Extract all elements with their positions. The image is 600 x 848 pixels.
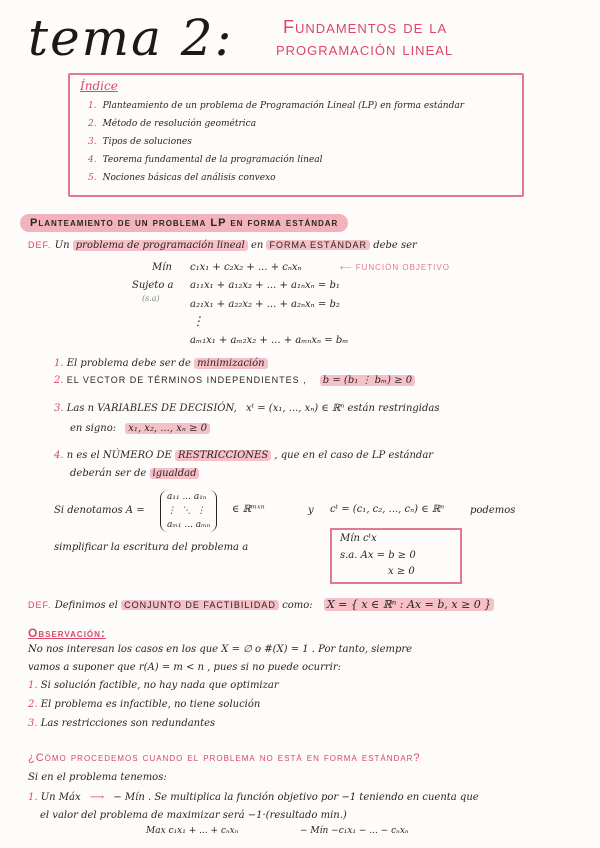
observation-line2: vamos a suponer que r(A) = m < n , pues si no puede ocurrir: [28, 662, 341, 673]
compact-form-box: Mín cᵗx s.a. Ax = b ≥ 0 x ≥ 0 [330, 528, 462, 584]
nonstandard-line2: el valor del problema de maximizar será −1·(resultado min.) [40, 810, 347, 821]
tema-title: tema 2: [28, 9, 234, 67]
nonstandard-intro: Si en el problema tenemos: [28, 772, 167, 783]
observation-item: 3. Las restricciones son redundantes [28, 718, 216, 729]
subject-label: Sujeto a [132, 280, 174, 291]
subject-abbr: (s.a) [142, 294, 160, 303]
condition-3: 3. Las n VARIABLES DE DECISIÓN, xᵗ = (x₁, ..., xₙ) ∈ ℝⁿ están restringidas [54, 403, 440, 414]
min-expression: − Mín −c₁x₁ − ... − cₙxₙ [300, 826, 409, 836]
matrix-a: a₁₁ ... a₁ₙ ⋮ ⋱ ⋮ aₘ₁ ... aₘₙ [160, 490, 217, 532]
nonstandard-title: ¿Cómo procedemos cuando el problema no está en forma estándar? [28, 752, 421, 764]
observation-item: 2. El problema es infactible, no tiene solución [28, 699, 261, 710]
index-list [88, 101, 464, 191]
index-title: Índice [80, 79, 118, 93]
condition-4-line2: deberán ser de igualdad [70, 468, 199, 479]
page-title-line2: programación lineal [276, 39, 454, 59]
index-item[interactable]: 4. Teorema fundamental de la programación lineal [88, 155, 323, 165]
definition-line: DEF. Un problema de programación lineal en FORMA ESTÁNDAR debe ser [28, 240, 417, 251]
observation-item: 1. Si solución factible, no hay nada que optimizar [28, 680, 279, 691]
constraint-m: aₘ₁x₁ + aₘ₂x₂ + ... + aₘₙxₙ = bₘ [190, 335, 349, 346]
arrow-right-icon: ⟶ [89, 792, 105, 803]
arrow-left-icon: ⟵ [340, 263, 356, 272]
feasibility-definition: DEF. Definimos el CONJUNTO DE FACTIBILIDAD como: X = { x ∈ ℝⁿ : Ax = b, x ≥ 0 } [28, 598, 494, 611]
page-title-line1: Fundamentos de la [283, 17, 448, 37]
observation-title: Observación: [28, 626, 106, 640]
index-box [68, 73, 524, 197]
index-item[interactable]: 3. Tipos de soluciones [88, 137, 192, 147]
constraint-dots: ⋮ [192, 314, 204, 328]
objective-note: ⟵ FUNCIÓN OBJETIVO [340, 263, 450, 272]
condition-2: 2. EL VECTOR DE TÉRMINOS INDEPENDIENTES , b = (b₁ ⋮ bₘ) ≥ 0 [54, 375, 415, 386]
constraint-1: a₁₁x₁ + a₁₂x₂ + ... + a₁ₙxₙ = b₁ [190, 280, 340, 291]
nonstandard-item: 1. Un Máx ⟶ − Mín . Se multiplica la función objetivo por −1 teniendo en cuenta que [28, 792, 479, 803]
c-vector: cᵗ = (c₁, c₂, ..., cₙ) ∈ ℝⁿ [330, 504, 445, 515]
condition-3-line2: en signo: x₁, x₂, ..., xₙ ≥ 0 [70, 423, 210, 434]
index-item[interactable]: 2. Método de resolución geométrica [88, 119, 257, 129]
observation-line1: No nos interesan los casos en los que X = ∅ o #(X) = 1 . Por tanto, siempre [28, 644, 413, 655]
constraint-2: a₂₁x₁ + a₂₂x₂ + ... + a₂ₙxₙ = b₂ [190, 299, 340, 310]
simplify-line: simplificar la escritura del problema a [54, 542, 249, 553]
and-word: y [308, 505, 314, 516]
matrix-space: ∈ ℝᵐˣⁿ [232, 504, 265, 515]
condition-4: 4. n es el NÚMERO DE RESTRICCIONES , que en el caso de LP estándar [54, 450, 434, 461]
podemos-word: podemos [470, 505, 516, 516]
max-expression: Max c₁x₁ + ... + cₙxₙ [146, 826, 239, 836]
section-heading: Planteamiento de un problema LP en forma estándar [20, 214, 348, 232]
index-item[interactable]: 5. Nociones básicas del análisis convexo [88, 173, 276, 183]
condition-1: 1. El problema debe ser de minimización [54, 358, 268, 369]
matrix-intro: Si denotamos A = [54, 505, 145, 516]
index-item[interactable]: 1. Planteamiento de un problema de Programación Lineal (LP) en forma estándar [88, 101, 465, 111]
min-label: Mín [152, 262, 172, 273]
objective-function: c₁x₁ + c₂x₂ + ... + cₙxₙ [190, 262, 302, 273]
